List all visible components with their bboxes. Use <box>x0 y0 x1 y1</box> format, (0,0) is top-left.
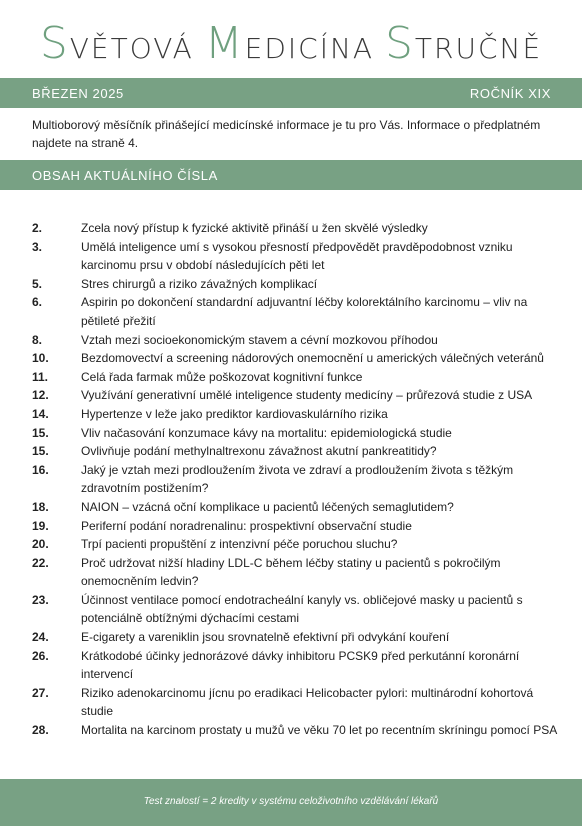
toc-entry <box>32 721 562 740</box>
table-of-contents <box>32 219 562 740</box>
toc-page-number: 22. <box>32 555 49 570</box>
toc-entry <box>32 349 562 368</box>
toc-entry <box>32 275 562 294</box>
toc-article-title: Účinnost ventilace pomocí endotracheální kanyly vs. obličejové masky u pacientů s potenciálně obtížnými dýchacími cestami <box>81 592 523 626</box>
toc-entry <box>32 535 562 554</box>
toc-page-number: 3. <box>32 239 43 254</box>
toc-entry <box>32 442 562 461</box>
toc-entry <box>32 554 562 591</box>
toc-page-number: 23. <box>32 592 49 607</box>
toc-article-title: Vztah mezi socioekonomickým stavem a cévní mozkovou příhodou <box>81 332 438 347</box>
intro-text: Multioborový měsíčník přinášející medicínské informace je tu pro Vás. Informace o předplatném najdete na straně 4. <box>32 118 541 150</box>
volume-label: ROČNÍK XIX <box>469 86 551 101</box>
toc-article-title: Vliv načasování konzumace kávy na mortalitu: epidemiologická studie <box>81 425 452 440</box>
toc-article-title: Zcela nový přístup k fyzické aktivitě přináší u žen skvělé výsledky <box>81 221 428 235</box>
toc-page-number: 26. <box>32 648 49 663</box>
contents-heading: OBSAH AKTUÁLNÍHO ČÍSLA <box>32 168 218 183</box>
toc-article-title: Trpí pacienti propuštění z intenzivní péče poruchou sluchu? <box>81 537 398 552</box>
toc-entry <box>32 293 562 330</box>
toc-page-number: 12. <box>32 388 49 403</box>
toc-article-title: Umělá inteligence umí s vysokou přesností předpovědět pravděpodobnost vzniku karcinomu prsu v období následujících pěti let <box>81 239 513 273</box>
toc-page-number: 24. <box>32 630 49 645</box>
toc-entry <box>32 498 562 517</box>
issue-info-bar <box>0 78 582 108</box>
toc-article-title: Stres chirurgů a riziko závažných komplikací <box>81 276 318 291</box>
toc-article-title: NAION – vzácná oční komplikace u pacientů léčených semaglutidem? <box>81 499 454 514</box>
toc-entry <box>32 591 562 628</box>
toc-page-number: 19. <box>32 518 49 533</box>
title-word-2: MEDICÍNA <box>204 18 385 69</box>
toc-article-title: Aspirin po dokončení standardní adjuvantní léčby kolorektálního karcinomu – vliv na pětileté přežití <box>81 295 528 328</box>
toc-entry <box>32 219 562 238</box>
toc-article-title: Jaký je vztah mezi prodloužením života ve zdraví a prodloužením života s těžkým zdravotním postižením? <box>81 462 514 496</box>
toc-page-number: 2. <box>32 221 43 235</box>
title-word-1: SVĚTOVÁ <box>39 18 205 69</box>
toc-page-number: 8. <box>32 332 43 347</box>
toc-entry <box>32 331 562 350</box>
title-word-3: STRUČNĚ <box>384 18 543 69</box>
toc-entry <box>32 628 562 647</box>
toc-entry <box>32 368 562 387</box>
toc-article-title: Bezdomovectví a screening nádorových onemocnění u amerických válečných veteránů <box>81 351 544 366</box>
contents-heading-bar <box>0 160 582 190</box>
toc-entry <box>32 424 562 443</box>
footer-note: Test znalostí = 2 kredity v systému celoživotního vzdělávání lékařů <box>0 779 582 826</box>
toc-page-number: 6. <box>32 295 43 310</box>
toc-entry <box>32 461 562 498</box>
toc-article-title: Ovlivňuje podání methylnaltrexonu závažnost akutní pankreatitidy? <box>81 444 437 459</box>
toc-page-number: 18. <box>32 499 49 514</box>
toc-entry <box>32 386 562 405</box>
toc-article-title: Hypertenze v leže jako prediktor kardiovaskulárního rizika <box>81 406 388 421</box>
issue-date: BŘEZEN 2025 <box>32 86 124 101</box>
toc-entry <box>32 517 562 536</box>
toc-article-title: Krátkodobé účinky jednorázové dávky inhibitoru PCSK9 před perkutánní koronární intervencí <box>81 648 520 682</box>
toc-page-number: 16. <box>32 462 49 477</box>
toc-page-number: 10. <box>32 351 49 366</box>
toc-page-number: 28. <box>32 723 49 738</box>
toc-entry <box>32 647 562 684</box>
toc-article-title: Celá řada farmak může poškozovat kognitivní funkce <box>81 369 363 384</box>
toc-entry <box>32 238 562 275</box>
toc-page-number: 15. <box>32 425 49 440</box>
toc-article-title: Periferní podání noradrenalinu: prospektivní observační studie <box>81 518 412 533</box>
toc-entry <box>32 684 562 721</box>
toc-article-title: Mortalita na karcinom prostaty u mužů ve věku 70 let po recentním skríningu pomocí PSA <box>81 723 558 738</box>
toc-article-title: Využívání generativní umělé inteligence studenty medicíny – průřezová studie z USA <box>81 388 533 403</box>
toc-page-number: 14. <box>32 406 49 421</box>
toc-page-number: 27. <box>32 685 49 700</box>
toc-article-title: Riziko adenokarcinomu jícnu po eradikaci Helicobacter pylori: multinárodní kohortová studie <box>81 685 534 719</box>
toc-article-title: Proč udržovat nižší hladiny LDL-C během léčby statiny u pacientů s pokročilým onemocněním ledvin? <box>81 555 501 589</box>
magazine-title <box>0 18 582 69</box>
toc-page-number: 20. <box>32 537 49 552</box>
toc-article-title: E-cigarety a vareniklin jsou srovnatelně efektivní při odvykání kouření <box>81 630 450 645</box>
toc-entry <box>32 405 562 424</box>
toc-page-number: 11. <box>32 369 49 384</box>
toc-page-number: 15. <box>32 444 49 459</box>
toc-page-number: 5. <box>32 276 43 291</box>
